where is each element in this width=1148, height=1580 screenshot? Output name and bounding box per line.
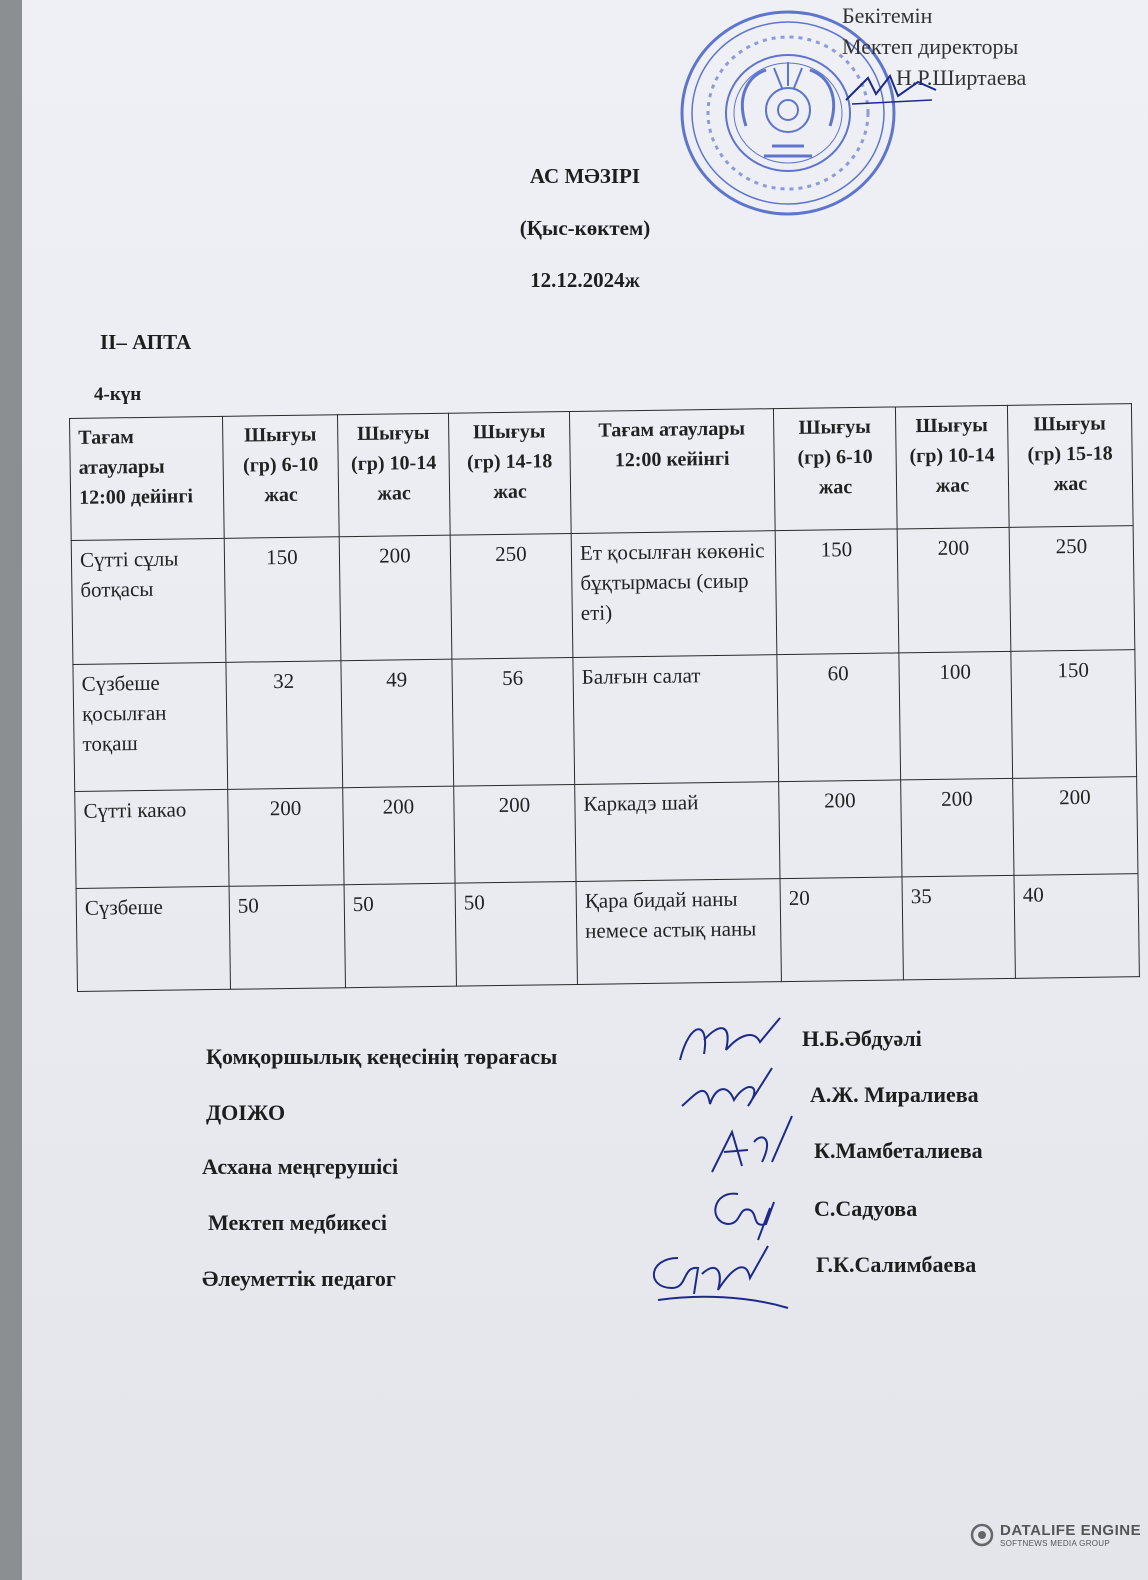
- signature-4-icon: [698, 1180, 798, 1246]
- table-cell: Сүзбеше қосылған тоқаш: [73, 663, 228, 791]
- table-cell: Балғын салат: [573, 655, 779, 784]
- table-cell: Сүтті какао: [75, 789, 229, 888]
- document-title: АС МӘЗІРІ: [529, 164, 641, 188]
- header-cell: Шығуы (гр) 15-18 жас: [1007, 404, 1133, 528]
- signatory-role: ДОІЖО: [206, 1100, 286, 1125]
- table-cell: 200: [228, 787, 344, 886]
- signatory-name: К.Мамбеталиева: [814, 1138, 983, 1163]
- header-cell: Шығуы (гр) 10-14 жас: [337, 413, 450, 537]
- watermark: [970, 1522, 1141, 1548]
- table-cell: 56: [452, 658, 575, 786]
- table-cell: 250: [450, 534, 573, 660]
- table-row: [73, 650, 1137, 791]
- table-cell: 20: [780, 877, 903, 982]
- table-cell: 40: [1014, 873, 1139, 978]
- watermark-brand: DATALIFE ENGINE: [1000, 1522, 1142, 1539]
- header-cell: Шығуы (гр) 14-18 жас: [448, 412, 571, 536]
- signatory-role: Мектеп медбикесі: [208, 1210, 387, 1235]
- header-cell: Шығуы (гр) 6-10 жас: [773, 407, 897, 531]
- day-label: 4-күн: [94, 384, 142, 405]
- document-date: 12.12.2024ж: [530, 268, 640, 292]
- table-cell: 200: [454, 784, 576, 883]
- header-cell: Шығуы (гр) 6-10 жас: [222, 415, 339, 539]
- table-cell: 150: [224, 537, 341, 663]
- table-cell: 150: [775, 529, 899, 655]
- datalife-logo-icon: [970, 1523, 994, 1547]
- table-cell: Каркадэ шай: [575, 781, 780, 881]
- table-header-row: [70, 404, 1134, 541]
- table-cell: 150: [1011, 650, 1137, 778]
- watermark-sub: SOFTNEWS MEDIA GROUP: [1000, 1539, 1111, 1548]
- director-signature-icon: [840, 70, 940, 110]
- table-cell: 35: [902, 875, 1015, 980]
- table-cell: 200: [779, 780, 902, 879]
- table-cell: 200: [1013, 776, 1138, 875]
- table-cell: 32: [226, 661, 343, 789]
- table-row: [75, 776, 1138, 888]
- week-label: ІІ– АПТА: [100, 330, 192, 354]
- menu-table: [69, 403, 1140, 992]
- signature-3-icon: [702, 1112, 802, 1182]
- table-cell: 60: [777, 653, 901, 781]
- table-cell: 50: [229, 884, 345, 989]
- table-cell: 200: [897, 527, 1011, 653]
- header-cell: Тағам атаулары 12:00 дейінгі: [70, 416, 225, 540]
- table-row: [76, 873, 1139, 991]
- table-cell: Қара бидай наны немесе астық наны: [576, 878, 781, 984]
- approval-line-3: Н.Р.Ширтаева: [896, 65, 1027, 90]
- table-cell: 49: [341, 659, 454, 787]
- signatory-role: Әлеуметтік педагог: [202, 1266, 396, 1291]
- document-season: (Қыс-көктем): [519, 216, 651, 240]
- table-cell: Ет қосылған көкөніс бұқтырмасы (сиыр еті): [571, 531, 777, 658]
- table-cell: 100: [899, 652, 1013, 780]
- signatory-name: С.Садуова: [814, 1196, 918, 1221]
- table-cell: 200: [343, 786, 455, 885]
- table-cell: 50: [455, 881, 577, 986]
- header-cell: Шығуы (гр) 10-14 жас: [895, 405, 1009, 529]
- signature-1-icon: [670, 1010, 790, 1070]
- approval-line-2: Мектеп директоры: [842, 34, 1019, 59]
- approval-line-1: Бекітемін: [842, 3, 933, 28]
- signature-5-icon: [638, 1238, 798, 1318]
- header-cell: Тағам атаулары 12:00 кейінгі: [569, 409, 775, 534]
- signatory-name: Н.Б.Әбдуәлі: [802, 1026, 922, 1051]
- table-row: [71, 526, 1135, 665]
- signatory-role: Асхана меңгерушісі: [202, 1154, 399, 1179]
- signatory-name: Г.К.Салимбаева: [816, 1252, 977, 1277]
- signatory-name: А.Ж. Миралиева: [810, 1082, 979, 1107]
- table-cell: 200: [339, 535, 452, 661]
- table-cell: 200: [901, 778, 1014, 877]
- table-cell: Сүзбеше: [76, 886, 230, 991]
- signatory-role: Қомқоршылық кеңесінің төрағасы: [206, 1044, 558, 1069]
- table-cell: 250: [1009, 526, 1135, 652]
- document-sheet: [22, 0, 1148, 1580]
- table-cell: 50: [344, 883, 456, 988]
- table-cell: Сүтті сұлы ботқасы: [71, 538, 226, 664]
